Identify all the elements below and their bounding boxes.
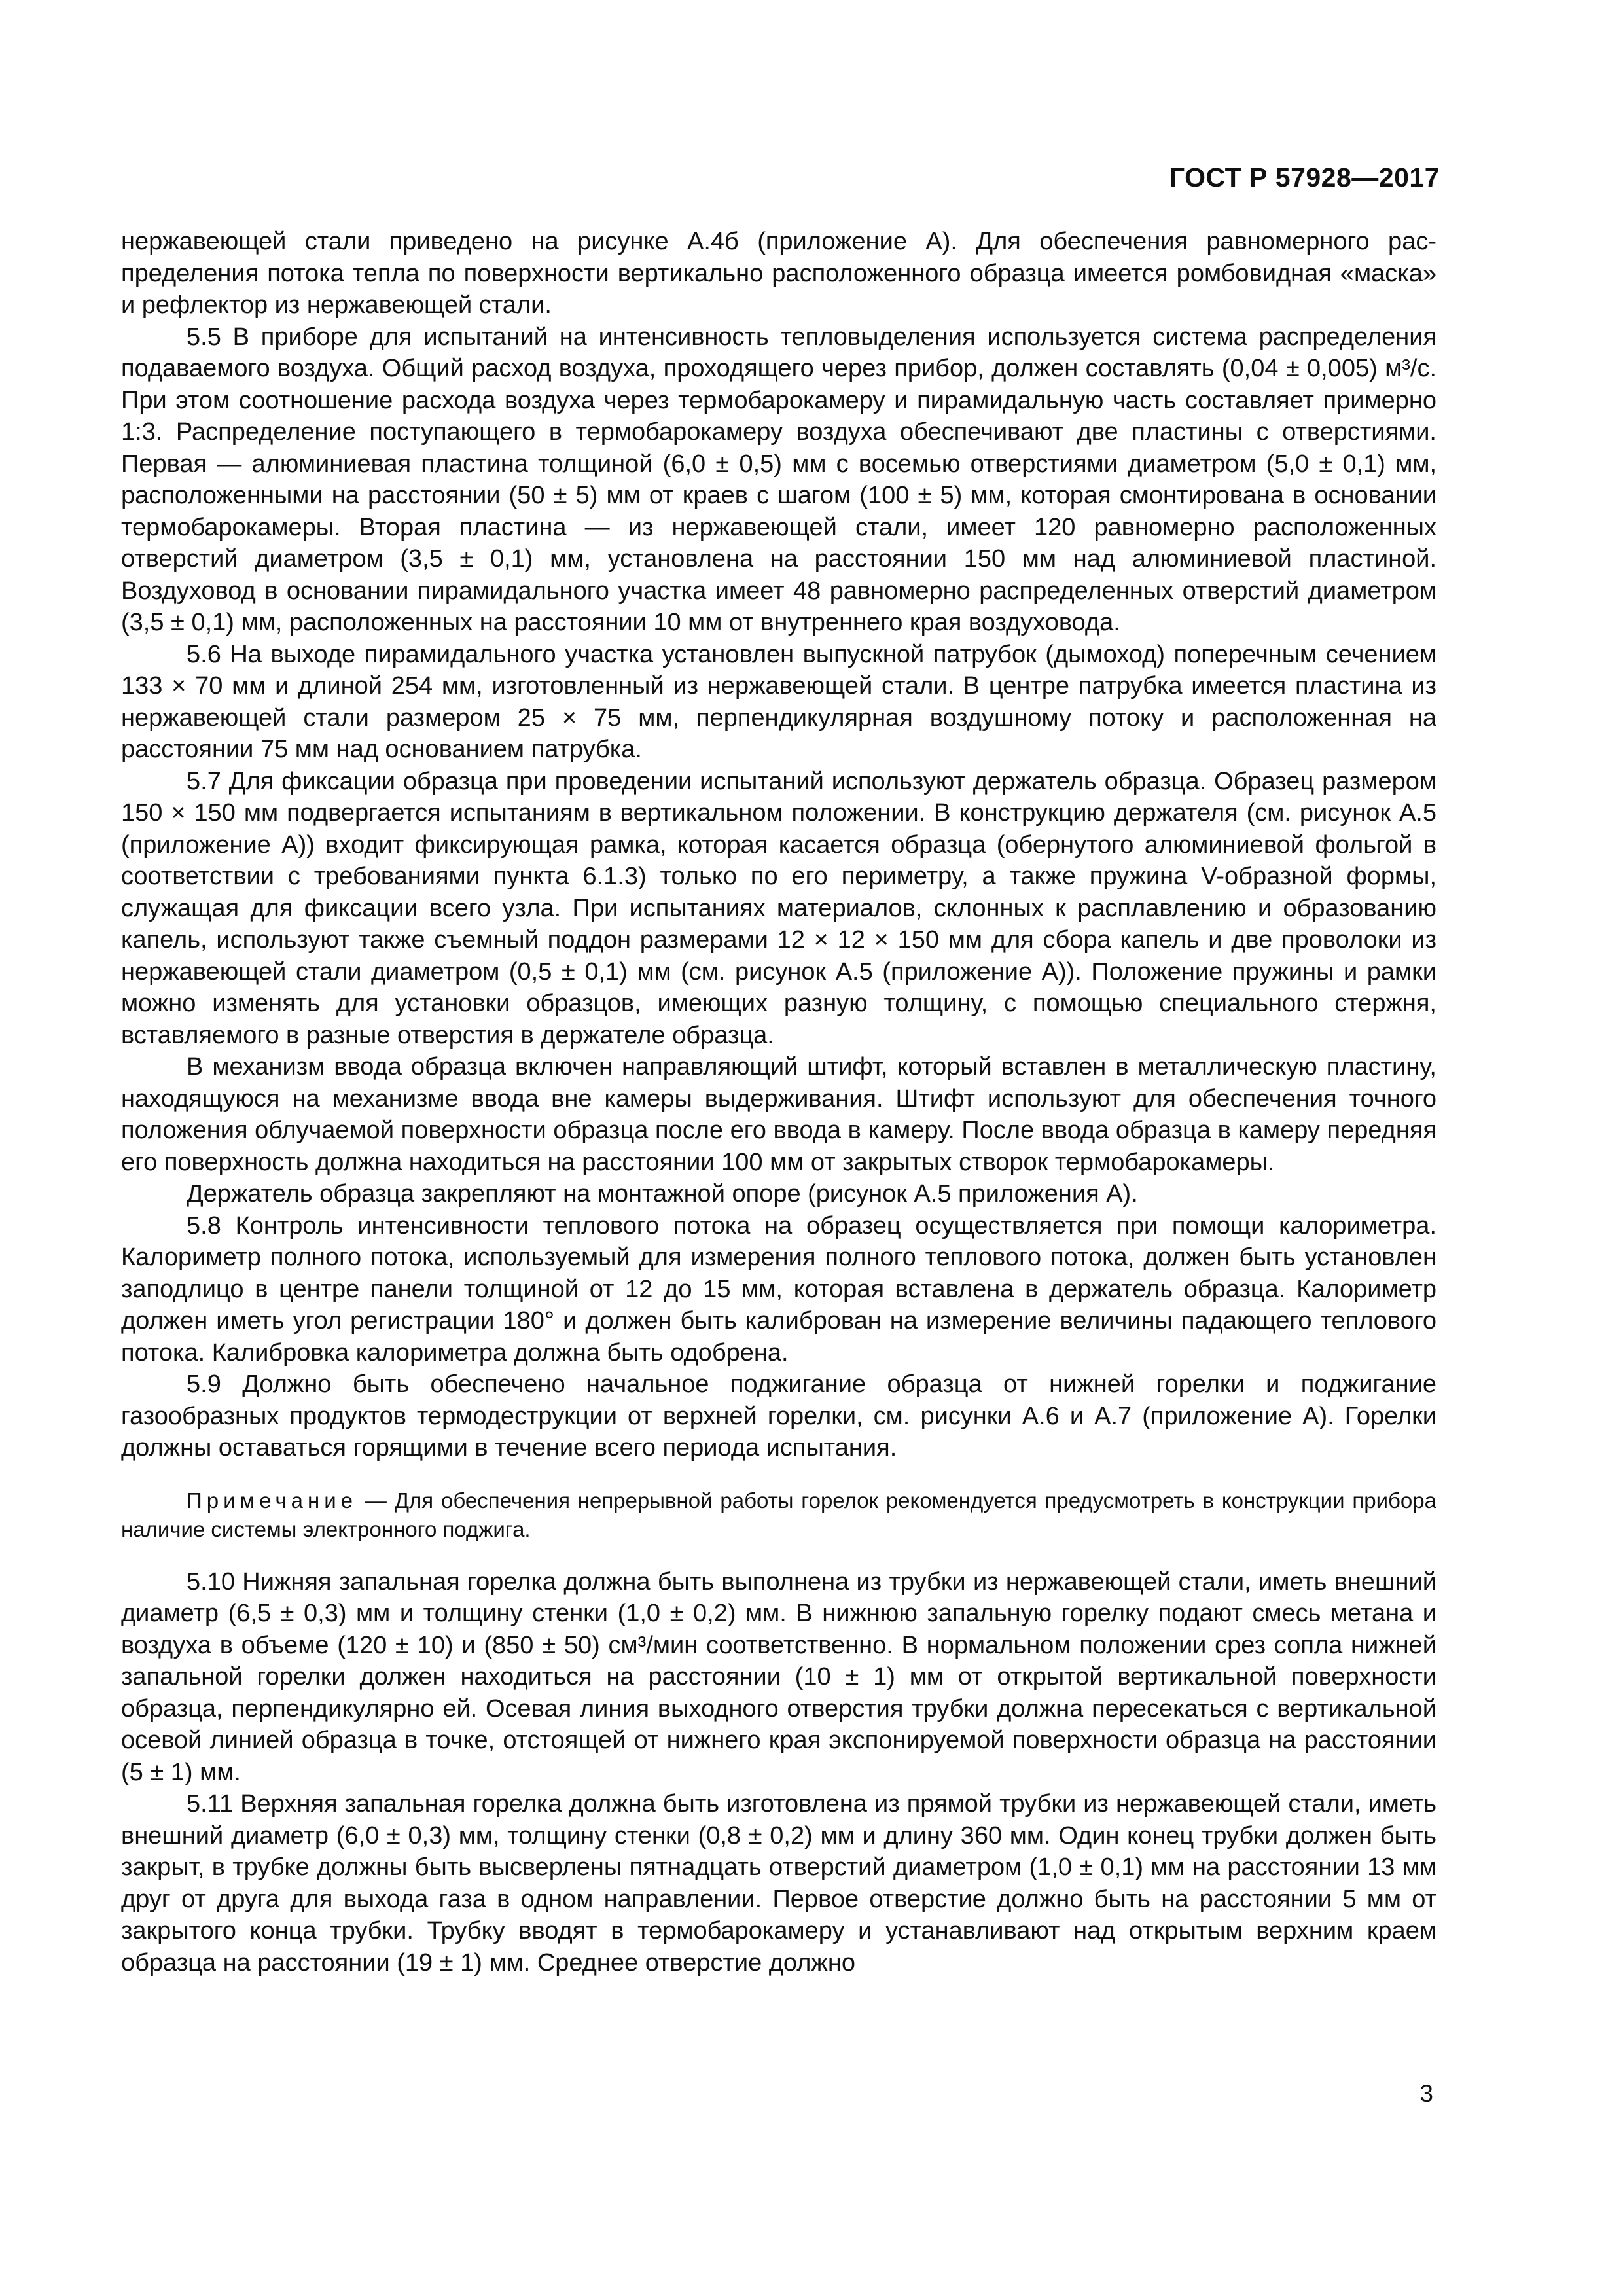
page-number: 3 xyxy=(1419,2080,1433,2107)
document-id-header: ГОСТ Р 57928—2017 xyxy=(1169,162,1440,192)
note-text: — Для обеспечения непрерывной работы горелок рекомендуется предусмотреть в конструкции прибора наличие системы электронного поджига. xyxy=(121,1488,1436,1541)
paragraph-5-6: 5.6 На выходе пирамидального участка установлен выпускной патрубок (дымоход) поперечным сечением 133 × 70 мм и длиной 254 мм, изготовленный из нержавеющей стали. В центре патрубка имеется пластина из нержавеющей стали размером 25 × 75 мм, перпендикулярная воздушному потоку и расположенная на расстоянии 75 мм над основанием патрубка. xyxy=(121,640,1436,763)
paragraph-5-5: 5.5 В приборе для испытаний на интенсивность тепловыделения используется система распределения подаваемого воздуха. Общий расход воздуха, проходящего через прибор, должен составлять (0,04 ± 0,005) м³/с. При этом соотношение расхода воздуха через термобарокамеру и пирамидальную часть составляет примерно 1:3. Распределение поступающего в термобарокамеру воздуха обеспечивают две пластины с отверстиями. Первая — алюминиевая пластина толщиной (6,0 ± 0,5) мм с восемью отверстиями диаметром (5,0 ± 0,1) мм, расположенными на расстоянии (50 ± 5) мм от краев с шагом (100 ± 5) мм, которая смонтирована в основании термобарокамеры. Вторая пластина — из нержавеющей стали, имеет 120 равномерно расположенных отверстий диаметром (3,5 ± 0,1) мм, установлена на расстоянии 150 мм над алюминиевой пластиной. Воздуховод в основании пирамидального участка имеет 48 равномерно распределенных отверстий диаметром (3,5 ± 0,1) мм, расположенных на расстоянии 10 мм от внутреннего края воздуховода. xyxy=(121,323,1436,636)
note-label: Примечание xyxy=(187,1488,358,1513)
document-body xyxy=(121,226,1436,1979)
paragraph-continuation: нержавеющей стали приведено на рисунке А.4б (приложение А). Для обеспечения равномерного распределения потока тепла по поверхности вертикально расположенного образца имеется ромбовидная «маска» и рефлектор из нержавеющей стали. xyxy=(121,228,1436,319)
paragraph-5-7-guide-pin: В механизм ввода образца включен направляющий штифт, который вставлен в металлическую пластину, находящуюся на механизме ввода вне камеры выдерживания. Штифт используют для обеспечения точного положения облучаемой поверхности образца после его ввода в камеру. После ввода образца в камеру передняя его поверхность должна находиться на расстоянии 100 мм от закрытых створок термобарокамеры. xyxy=(121,1053,1436,1176)
paragraph-5-11: 5.11 Верхняя запальная горелка должна быть изготовлена из прямой трубки из нержавеющей стали, иметь внешний диаметр (6,0 ± 0,3) мм, толщину стенки (0,8 ± 0,2) мм и длину 360 мм. Один конец трубки должен быть закрыт, в трубке должны быть высверлены пятнадцать отверстий диаметром (1,0 ± 0,1) мм на расстоянии 13 мм друг от друга для выхода газа в одном направлении. Первое отверстие должно быть на расстоянии 5 мм от закрытого конца трубки. Трубку вводят в термобарокамеру и устанавливают над открытым верхним краем образца на расстоянии (19 ± 1) мм. Среднее отверстие должно xyxy=(121,1790,1436,1977)
paragraph-5-10: 5.10 Нижняя запальная горелка должна быть выполнена из трубки из нержавеющей стали, иметь внешний диаметр (6,5 ± 0,3) мм и толщину стенки (1,0 ± 0,2) мм. В нижнюю запальную горелку подают смесь метана и воздуха в объеме (120 ± 10) и (850 ± 50) см³/мин соответственно. В нормальном положении срез сопла нижней запальной горелки должен находиться на расстоянии (10 ± 1) мм от открытой вертикальной поверхности образца, перпендикулярно ей. Осевая линия выходного отверстия трубки должна пересекаться с вертикальной осевой линией образца в точке, отстоящей от нижнего края экспонируемой поверхности образца на расстоянии (5 ± 1) мм. xyxy=(121,1568,1436,1786)
paragraph-5-9: 5.9 Должно быть обеспечено начальное поджигание образца от нижней горелки и поджигание газообразных продуктов термодеструкции от верхней горелки, см. рисунки А.6 и А.7 (приложение А). Горелки должны оставаться горящими в течение всего периода испытания. xyxy=(121,1371,1436,1462)
paragraph-5-7: 5.7 Для фиксации образца при проведении испытаний используют держатель образца. Образец размером 150 × 150 мм подвергается испытаниям в вертикальном положении. В конструкцию держателя (см. рисунок А.5 (приложение А)) входит фиксирующая рамка, которая касается образца (обернутого алюминиевой фольгой в соответствии с требованиями пункта 6.1.3) только по его периметру, а также пружина V-образной формы, служащая для фиксации всего узла. При испытаниях материалов, склонных к расплавлению и образованию капель, используют также съемный поддон размерами 12 × 12 × 150 мм для сбора капель и две проволоки из нержавеющей стали диаметром (0,5 ± 0,1) мм (см. рисунок А.5 (приложение А)). Положение пружины и рамки можно изменять для установки образцов, имеющих разную толщину, с помощью специального стержня, вставляемого в разные отверстия в держателе образца. xyxy=(121,767,1436,1049)
paragraph-5-7-mounting: Держатель образца закрепляют на монтажной опоре (рисунок А.5 приложения А). xyxy=(187,1180,1138,1208)
paragraph-5-8: 5.8 Контроль интенсивности теплового потока на образец осуществляется при помощи калориметра. Калориметр полного потока, используемый для измерения полного теплового потока, должен быть установлен заподлицо в центре панели толщиной от 12 до 15 мм, которая вставлена в держатель образца. Калориметр должен иметь угол регистрации 180° и должен быть калиброван на измерение величины падающего теплового потока. Калибровка калориметра должна быть одобрена. xyxy=(121,1211,1436,1367)
note xyxy=(121,1486,1436,1544)
